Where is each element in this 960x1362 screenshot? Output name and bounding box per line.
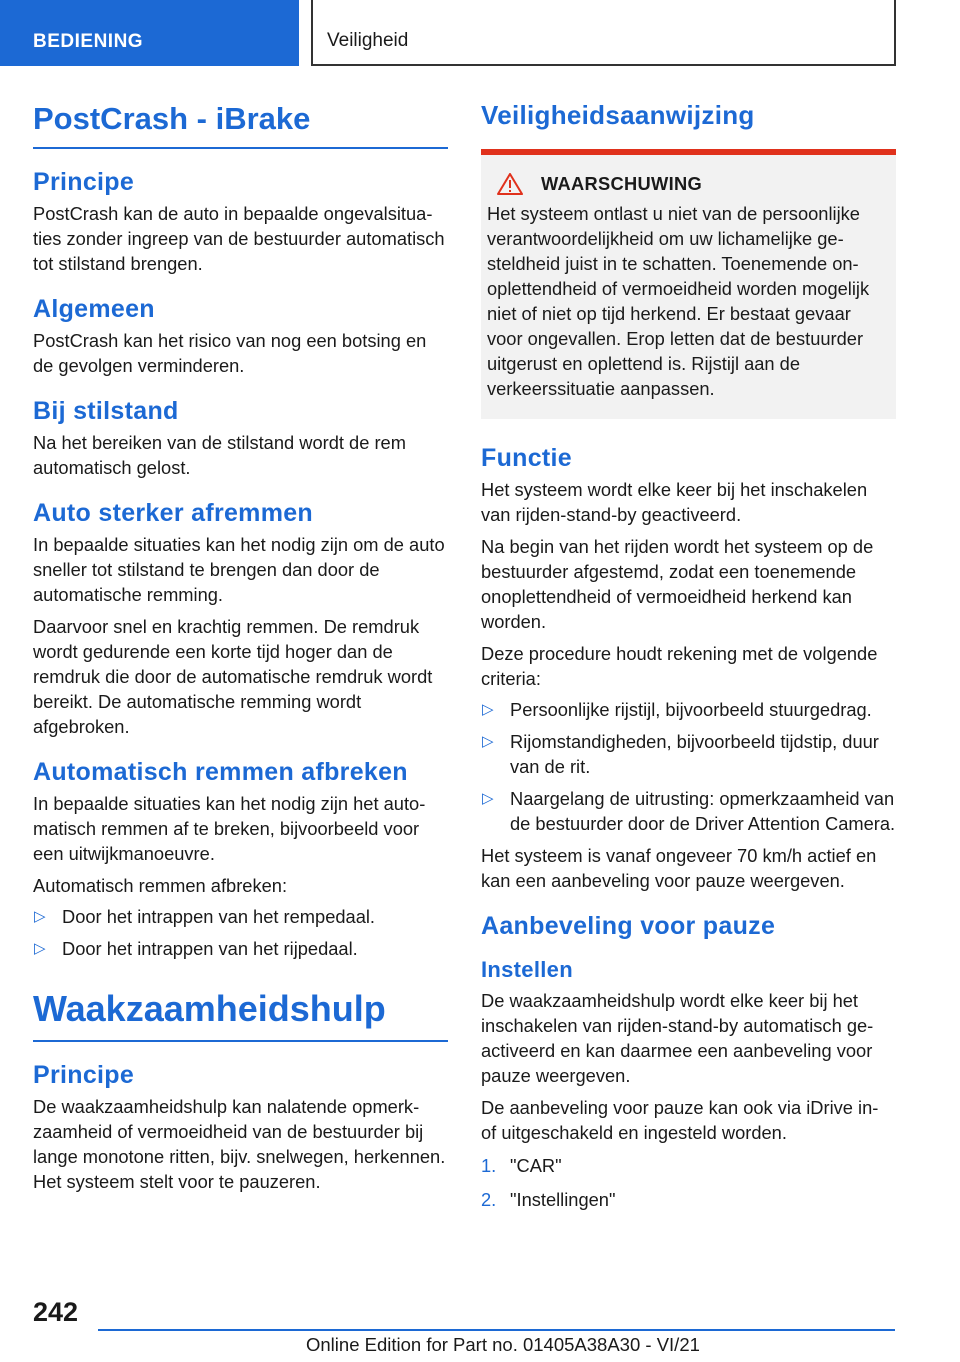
steps-list	[481, 1153, 896, 1212]
heading-algemeen: Algemeen	[33, 295, 155, 324]
right-column	[481, 100, 896, 1221]
heading-principe: Principe	[33, 168, 135, 197]
heading-auto-sterker-afremmen: Auto sterker afremmen	[33, 499, 314, 528]
text-functie-1: Het systeem wordt elke keer bij het inschakelen van rijden-stand-by geactiveerd.	[481, 479, 868, 526]
text-instellen-2: De aanbeveling voor pauze kan ook via iDrive in- of uitgeschakeld en ingesteld worden.	[481, 1096, 879, 1143]
chapter-header: Veiligheid	[311, 0, 896, 66]
warning-triangle-icon	[497, 173, 523, 195]
heading-aanbeveling-voor-pauze: Aanbeveling voor pauze	[481, 912, 776, 941]
triangle-bullet-icon: ▷	[482, 701, 494, 719]
heading-waak-principe: Principe	[33, 1061, 135, 1090]
triangle-bullet-icon: ▷	[482, 733, 494, 751]
triangle-bullet-icon: ▷	[34, 940, 46, 958]
heading-bij-stilstand: Bij stilstand	[33, 397, 179, 426]
section-tab: BEDIENING	[0, 0, 299, 66]
criteria-list	[481, 697, 896, 836]
edition-note: Online Edition for Part no. 01405A38A30 - VI/21	[306, 1334, 700, 1355]
text-algemeen: PostCrash kan het risico van nog een botsing en de gevolgen verminderen.	[33, 330, 427, 377]
list-item: ▷ Rijomstandigheden, bijvoorbeeld tijdstip, duur van de rit.	[482, 731, 879, 778]
heading-automatisch-remmen-afbreken: Automatisch remmen afbreken	[33, 758, 408, 787]
warning-box	[481, 149, 896, 419]
left-column	[33, 100, 448, 1194]
section-title-waakzaamheidshulp: Waakzaamheidshulp	[33, 987, 448, 1042]
warning-header	[487, 173, 890, 195]
page-title: PostCrash - iBrake	[33, 100, 448, 149]
text-afbreken-2: Automatisch remmen afbreken:	[33, 875, 288, 897]
text-waak-principe: De waakzaamheidshulp kan nalatende opmerkzaamheid of vermoeidheid van de bestuurder bij lange monotone ritten, bijv. snelwegen, herkennen. Het systeem stelt voor te pauzeren.	[33, 1096, 446, 1193]
triangle-bullet-icon: ▷	[34, 908, 46, 926]
heading-functie: Functie	[481, 444, 572, 473]
list-item: 1. "CAR"	[481, 1154, 562, 1176]
afbreken-list	[33, 904, 448, 961]
list-item: ▷ Door het intrappen van het rempedaal.	[34, 906, 376, 928]
list-item: 2. "Instellingen"	[481, 1188, 616, 1210]
text-functie-4: Het systeem is vanaf ongeveer 70 km/h actief en kan een aanbeveling voor pauze weergeven.	[481, 845, 877, 892]
text-bij-stilstand: Na het bereiken van de stilstand wordt de rem automatisch gelost.	[33, 432, 406, 479]
warning-title: WAARSCHUWING	[541, 173, 703, 195]
text-afremmen-1: In bepaalde situaties kan het nodig zijn om de auto sneller tot stilstand te brengen dan door de automatische remming.	[33, 534, 445, 606]
page-number: 242	[33, 1297, 79, 1327]
list-item: ▷ Naargelang de uitrusting: opmerkzaamheid van de bestuurder door de Driver Attention Camera.	[482, 788, 896, 835]
warning-text: Het systeem ontlast u niet van de persoonlijke verantwoordelijkheid om uw lichamelijke gesteldheid juist in te schatten. Toenemende onoplettendheid of vermoeidheid worden mogelijk niet of niet op tijd herkend. Er bestaat gevaar voor ongevallen. Erop letten dat de bestuurder uitgerust en oplettend is. Rijstijl aan de verkeerssituatie aanpassen.	[487, 203, 870, 400]
text-functie-3: Deze procedure houdt rekening met de volgende criteria:	[481, 643, 878, 690]
text-instellen-1: De waakzaamheidshulp wordt elke keer bij het inschakelen van rijden-stand-by automatisch geactiveerd en kan daarmee een aanbeveling voor pauze weergeven.	[481, 989, 874, 1086]
text-afremmen-2: Daarvoor snel en krachtig remmen. De remdruk wordt gedurende een korte tijd hoger dan de remdruk die door de automatische remdruk wordt bereikt. De automatische remming wordt afgebroken.	[33, 616, 433, 738]
text-principe: PostCrash kan de auto in bepaalde ongevalsituaties zonder ingreep van de bestuurder automatisch tot stilstand brengen.	[33, 203, 445, 275]
list-item: ▷ Persoonlijke rijstijl, bijvoorbeeld stuurgedrag.	[482, 699, 872, 721]
text-functie-2: Na begin van het rijden wordt het systeem op de bestuurder afgestemd, zodat een toenemende onoplettendheid of vermoeidheid herkend kan worden.	[481, 536, 874, 633]
text-afbreken-1: In bepaalde situaties kan het nodig zijn het automatisch remmen af te breken, bijvoorbeeld voor een uitwijkmanoeuvre.	[33, 793, 426, 865]
heading-veiligheidsaanwijzing: Veiligheidsaanwijzing	[481, 100, 755, 130]
footer-divider	[98, 1329, 895, 1331]
triangle-bullet-icon: ▷	[482, 790, 494, 808]
list-item: ▷ Door het intrappen van het rijpedaal.	[34, 938, 358, 960]
heading-instellen: Instellen	[481, 957, 573, 983]
